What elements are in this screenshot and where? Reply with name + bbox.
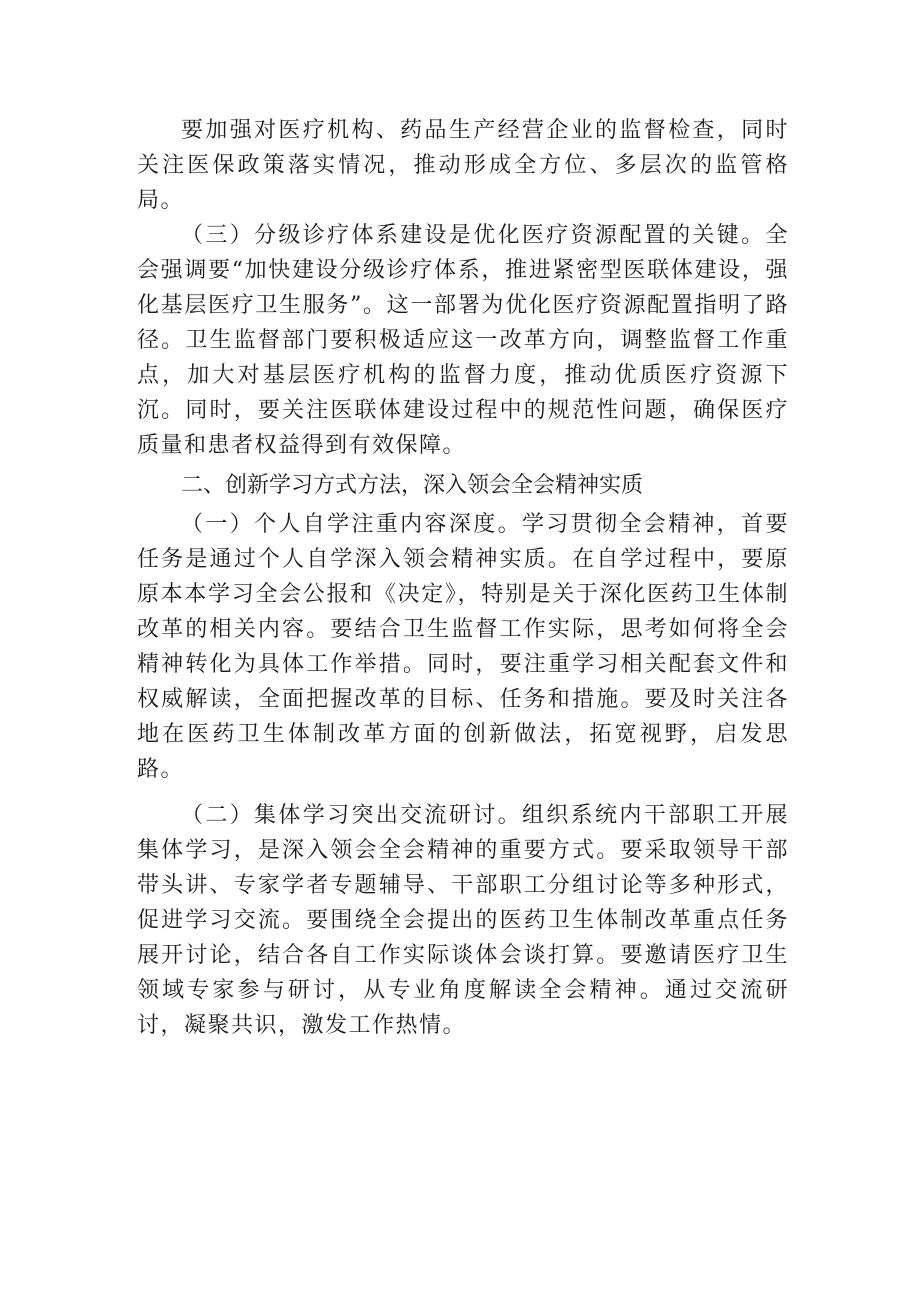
document-body <box>137 113 789 1043</box>
section-heading-2: 二、创新学习方式方法，深入领会全会精神实质 <box>181 473 644 498</box>
paragraph-3: （一）个人自学注重内容深度。学习贯彻全会精神，首要任务是通过个人自学深入领会精神实质。在自学过程中，要原原本本学习全会公报和《决定》，特别是关于深化医药卫生体制改革的相关内容。要结合卫生监督工作实际，思考如何将全会精神转化为具体工作举措。同时，要注重学习相关配套文件和权威解读，全面把握改革的目标、任务和措施。要及时关注各地在医药卫生体制改革方面的创新做法，拓宽视野，启发思路。 <box>137 512 789 782</box>
paragraph-4: （二）集体学习突出交流研讨。组织系统内干部职工开展集体学习，是深入领会全会精神的重要方式。要采取领导干部带头讲、专家学者专题辅导、干部职工分组讨论等多种形式，促进学习交流。要围绕全会提出的医药卫生体制改革重点任务展开讨论，结合各自工作实际谈体会谈打算。要邀请医疗卫生领域专家参与研讨，从专业角度解读全会精神。通过交流研讨，凝聚共识，激发工作热情。 <box>137 803 789 1038</box>
paragraph-2: （三）分级诊疗体系建设是优化医疗资源配置的关键。全会强调要“加快建设分级诊疗体系，推进紧密型医联体建设，强化基层医疗卫生服务”。这一部署为优化医疗资源配置指明了路径。卫生监督部门要积极适应这一改革方向，调整监督工作重点，加大对基层医疗机构的监督力度，推动优质医疗资源下沉。同时，要关注医联体建设过程中的规范性问题，确保医疗质量和患者权益得到有效保障。 <box>137 223 789 458</box>
paragraph-1: 要加强对医疗机构、药品生产经营企业的监督检查，同时关注医保政策落实情况，推动形成全方位、多层次的监管格局。 <box>137 118 789 213</box>
